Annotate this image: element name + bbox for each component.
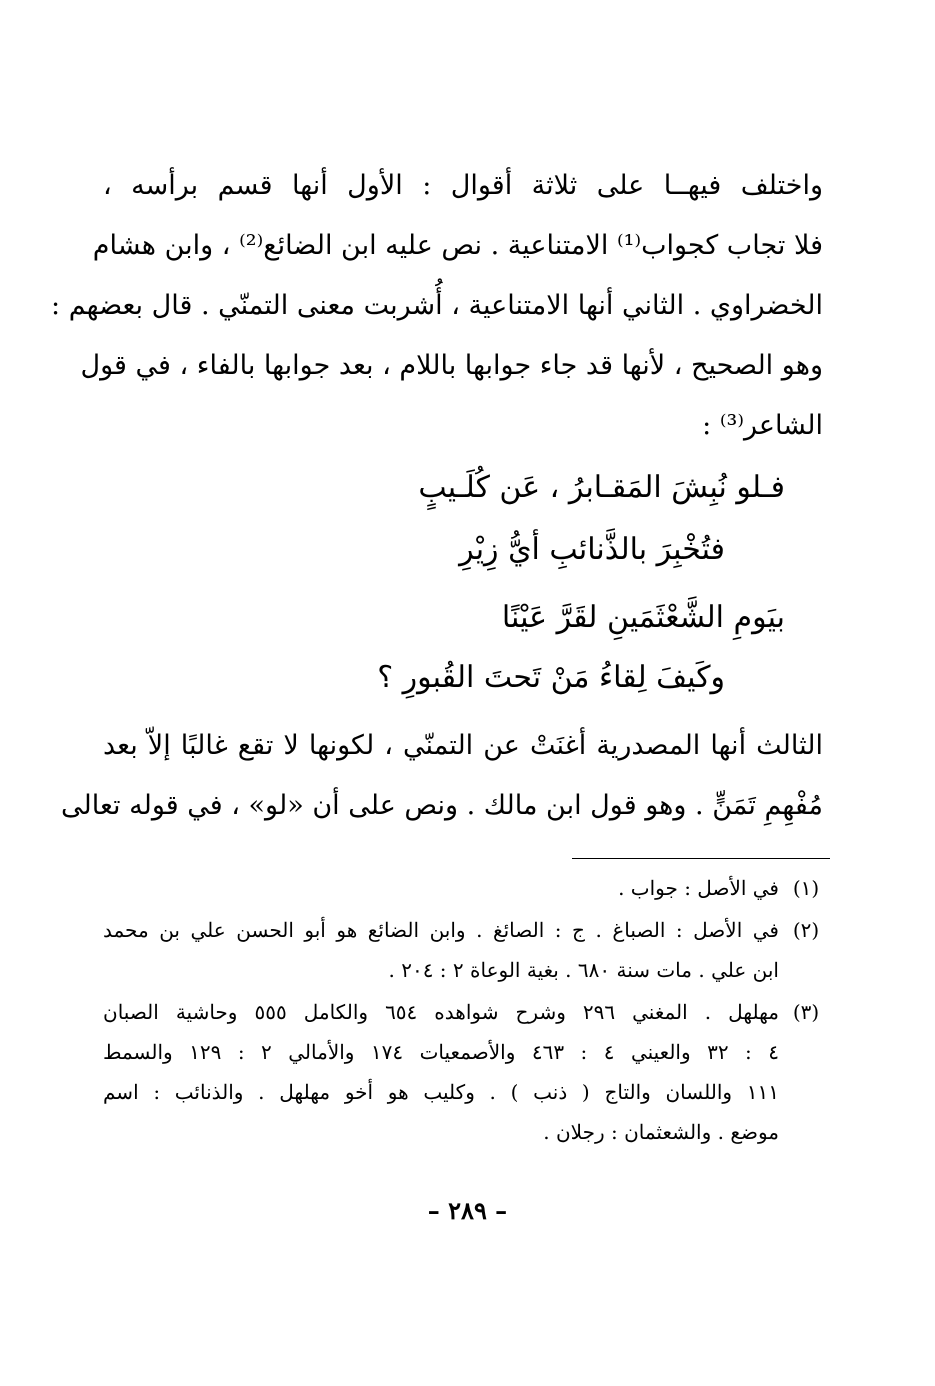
body-line-6: الثالث أنها المصدرية أغنَتْ عن التمنّي ، لكونها لا تقع غالبًا إلاّ بعد [103, 730, 823, 761]
body-line-7: مُفْهِمِ تَمَنٍّ . وهو قول ابن مالك . ونص على أن «لو» ، في قوله تعالى [61, 790, 823, 821]
body-line-2: فلا تجاب كجواب⁽¹⁾ الامتناعية . نص عليه ابن الضائع⁽²⁾ ، وابن هشام [92, 230, 823, 261]
body-line-3: الخضراوي . الثاني أنها الامتناعية ، أُشربت معنى التمنّي . قال بعضهم : [51, 290, 823, 321]
footnote-text: مهلهل . المغني ٢٩٦ وشرح شواهده ٦٥٤ والكامل ٥٥٥ وحاشية الصبان [103, 1000, 779, 1024]
body-line-4: وهو الصحيح ، لأنها قد جاء جوابها باللام ، بعد جوابها بالفاء ، في قول [80, 350, 823, 381]
footnote-3-cont-2: ١١١ واللسان والتاج ( ذنب ) . وكليب هو أخو مهلهل . والذنائب : اسم [103, 1080, 779, 1104]
footnote-number: (٢) [792, 918, 820, 942]
footnote-text: في الأصل : جواب . [618, 876, 779, 900]
body-line-5: الشاعر⁽³⁾ : [702, 410, 823, 441]
footnote-3-cont-1: ٤ : ٣٢ والعيني ٤ : ٤٦٣ والأصمعيات ١٧٤ والأمالي ٢ : ١٢٩ والسمط [103, 1040, 779, 1064]
footnote-number: (١) [792, 876, 820, 900]
verse-3: بيَومِ الشَّعْثَمَينِ لقَرَّ عَيْنًا [501, 600, 785, 635]
footnote-rule [572, 858, 830, 859]
body-line-1: واختلف فيهــا على ثلاثة أقوال : الأول أنها قسم برأسه ، [103, 170, 823, 201]
footnote-3-cont-3: موضع . والشعثمان : رجلان . [543, 1120, 779, 1144]
verse-1: فـلو نُبِشَ المَقـابرُ ، عَن كُلَـيبٍ [418, 470, 785, 505]
verse-2: فتُخْبِرَ بالذَّنائبِ أيُّ زِيْرِ [459, 532, 725, 567]
verse-4: وكَيفَ لِقاءُ مَنْ تَحتَ القُبورِ ؟ [377, 660, 725, 695]
page-number: – ٢٨٩ – [427, 1196, 508, 1225]
footnote-number: (٣) [792, 1000, 820, 1024]
footnote-2-cont: ابن علي . مات سنة ٦٨٠ . بغية الوعاة ٢ : ٢٠٤ . [388, 958, 779, 982]
footnote-text: في الأصل : الصباغ . ج : الصائغ . وابن الضائع هو أبو الحسن علي بن محمد [103, 918, 779, 942]
